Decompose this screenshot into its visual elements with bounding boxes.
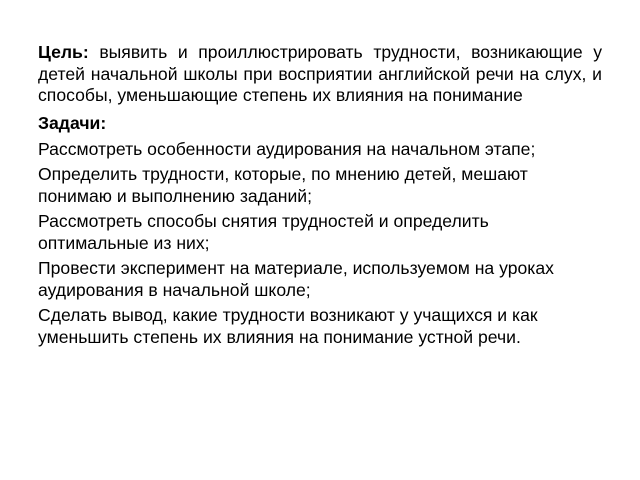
slide-content xyxy=(38,42,602,348)
task-item: Провести эксперимент на материале, используемом на уроках аудирования в начальной школе; xyxy=(38,257,554,300)
task-list xyxy=(38,138,602,348)
task-item: Определить трудности, которые, по мнению детей, мешают понимаю и выполнению заданий; xyxy=(38,163,528,206)
task-item: Рассмотреть способы снятия трудностей и определить оптимальные из них; xyxy=(38,210,489,253)
tasks-heading: Задачи: xyxy=(38,112,107,133)
task-item: Сделать вывод, какие трудности возникают у учащихся и как уменьшить степень их влияния на понимание устной речи. xyxy=(38,304,538,347)
task-item: Рассмотреть особенности аудирования на начальном этапе; xyxy=(38,138,536,159)
goal-text: выявить и проиллюстрировать трудности, возникающие у детей начальной школы при восприятии английской речи на слух, и способы, уменьшающие степень их влияния на понимание xyxy=(38,42,603,105)
goal-label: Цель: xyxy=(38,42,89,62)
goal-paragraph xyxy=(38,42,602,107)
